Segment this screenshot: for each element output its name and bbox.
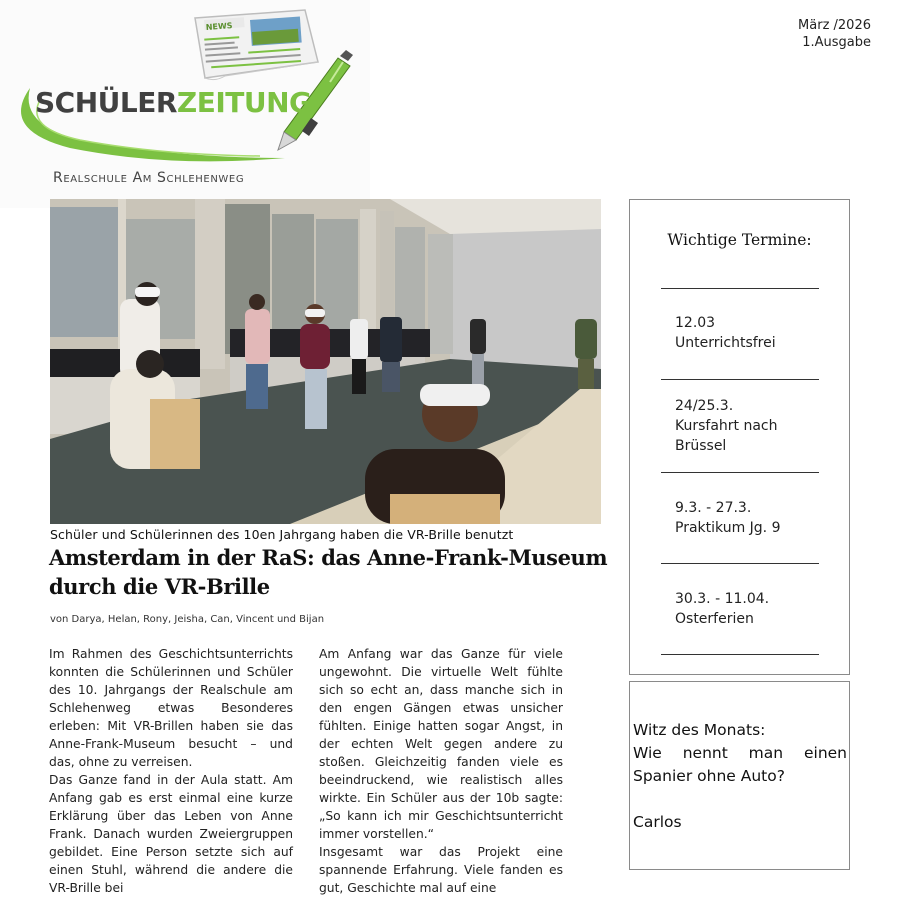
divider (661, 379, 819, 380)
article-photo (50, 199, 601, 524)
issue-info (798, 17, 871, 51)
joke-question: Wie nennt man einen Spanier ohne Auto? (633, 744, 847, 785)
article-column-2 (319, 645, 563, 897)
date-entry-date: 12.03 (675, 315, 716, 331)
divider (661, 654, 819, 655)
school-name: Realschule Am Schlehenweg (53, 170, 245, 186)
article-headline: Amsterdam in der RaS: das Anne-Frank-Museum durch die VR-Brille (49, 545, 608, 599)
date-entry-date: 30.3. - 11.04. (675, 591, 770, 607)
divider (661, 563, 819, 564)
issue-date: März /2026 (798, 18, 871, 33)
joke-box (629, 681, 850, 870)
logo-title (35, 86, 312, 119)
paragraph: Im Rahmen des Geschichtsunterrichts konnten die Schülerinnen und Schüler des 10. Jahrgangs der Realschule am Schlehenweg etwas Besonderes erleben: Mit VR-Brillen haben sie das Anne-Frank-Museum besucht – und das, ohne zu verreisen. (49, 647, 293, 769)
date-entry (675, 396, 815, 456)
joke-content (633, 719, 847, 834)
important-dates-title: Wichtige Termine: (667, 231, 812, 249)
issue-edition: 1.Ausgabe (802, 35, 871, 50)
date-entry-event: Praktikum Jg. 9 (675, 520, 781, 536)
important-dates-box (629, 199, 850, 675)
joke-title: Witz des Monats: (633, 721, 766, 739)
photo-caption: Schüler und Schülerinnen des 10en Jahrgang haben die VR-Brille benutzt (50, 527, 514, 542)
newspaper-logo (0, 0, 370, 208)
person-figure (245, 294, 270, 409)
paragraph: Am Anfang war das Ganze für viele ungewohnt. Die virtuelle Welt fühlte sich so echt an, dass manche sich in den engen Gängen etwas unsicher fühlten. Einige hatten sogar Angst, in der echten Welt gegen andere zu stoßen. Gleichzeitig fanden viele es beeindruckend, wie realistisch alles wirkte. Ein Schüler aus der 10b sagte: „So kann ich mir Geschichtsunterricht immer vorstellen.“ (319, 647, 563, 841)
date-entry-date: 9.3. - 27.3. (675, 500, 752, 516)
newspaper-icon (195, 10, 318, 80)
date-entry-event: Kursfahrt nach Brüssel (675, 418, 778, 454)
date-entry (675, 589, 769, 629)
paragraph: Das Ganze fand in der Aula statt. Am Anfang gab es erst einmal eine kurze Erklärung über das Leben von Anne Frank. Danach wurden Zweiergruppen gebildet. Eine Person setzte sich auf einen Stuhl, während die andere die VR-Brille bei (49, 773, 293, 895)
date-entry (675, 498, 780, 538)
divider (661, 472, 819, 473)
date-entry (675, 313, 776, 353)
article-column-1 (49, 645, 293, 897)
article-byline: von Darya, Helan, Rony, Jeisha, Can, Vincent und Bijan (50, 614, 325, 625)
masthead-text: NEWS (205, 21, 233, 32)
logo-title-green: ZEITUNG (176, 86, 312, 119)
paragraph: Insgesamt war das Projekt eine spannende Erfahrung. Viele fanden es gut, Geschichte mal auf eine (319, 845, 563, 895)
joke-answer: Carlos (633, 813, 682, 831)
date-entry-date: 24/25.3. (675, 398, 734, 414)
date-entry-event: Osterferien (675, 611, 754, 627)
divider (661, 288, 819, 289)
logo-title-dark: SCHÜLER (35, 86, 177, 119)
date-entry-event: Unterrichtsfrei (675, 335, 776, 351)
photo-vr-students (50, 199, 601, 524)
